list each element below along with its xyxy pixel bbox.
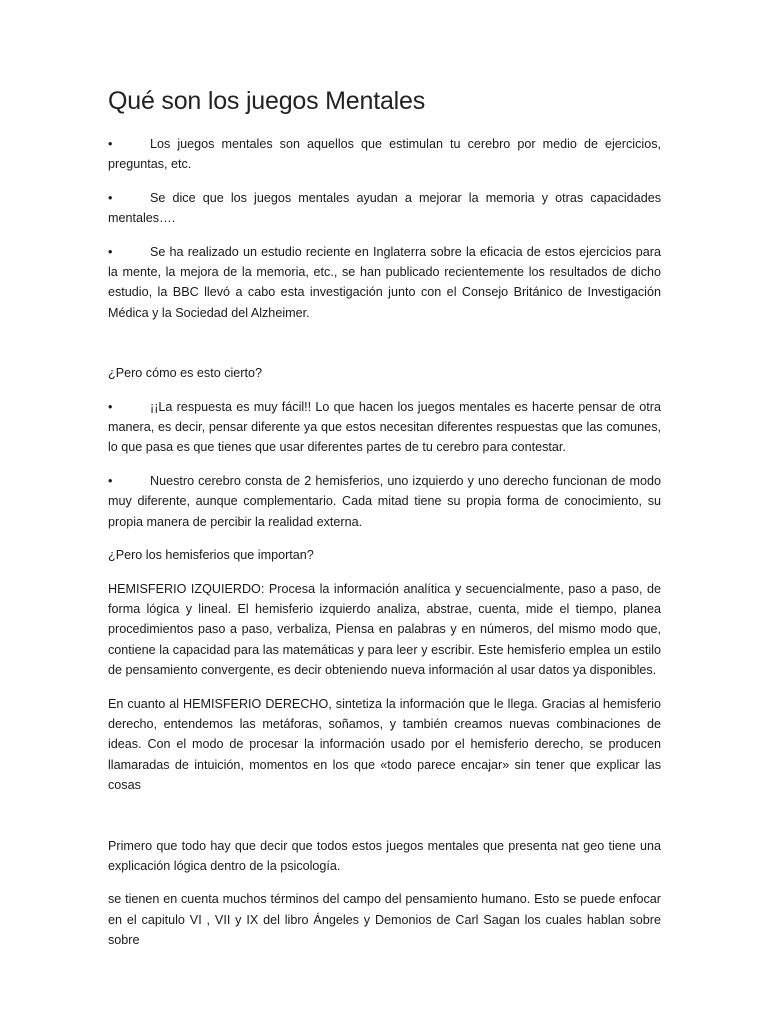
bullet-text: Se dice que los juegos mentales ayudan a mejorar la memoria y otras capacidades mentales…. bbox=[108, 190, 661, 226]
document-page bbox=[108, 86, 661, 964]
right-hemisphere-paragraph: En cuanto al HEMISFERIO DERECHO, sintetiza la información que le llega. Gracias al hemisferio derecho, entendemos las metáforas, soñamos, y también creamos nuevas combinaciones de ideas. Con el modo de procesar la información usado por el hemisferio derecho, se producen llamaradas de intuición, momentos en los que «todo parece encajar» sin tener que explicar las cosas bbox=[108, 696, 661, 793]
bullet-icon: • bbox=[108, 399, 113, 414]
bullet-paragraph bbox=[108, 397, 661, 458]
bullet-icon: • bbox=[108, 244, 113, 259]
question-heading: ¿Pero los hemisferios que importan? bbox=[108, 548, 314, 563]
bullet-icon: • bbox=[108, 473, 113, 488]
bullet-text: Los juegos mentales son aquellos que estimulan tu cerebro por medio de ejercicios, preguntas, etc. bbox=[108, 137, 661, 172]
bullet-icon: • bbox=[108, 190, 113, 205]
spacer bbox=[108, 809, 661, 836]
spacer bbox=[108, 336, 661, 363]
bullet-paragraph bbox=[108, 242, 661, 324]
bullet-paragraph bbox=[108, 188, 661, 229]
bullet-icon: • bbox=[108, 137, 113, 151]
document-title: Qué son los juegos Mentales bbox=[108, 87, 426, 115]
question-heading: ¿Pero cómo es esto cierto? bbox=[108, 366, 262, 381]
left-hemisphere-paragraph: HEMISFERIO IZQUIERDO: Procesa la información analítica y secuencialmente, paso a paso, de forma lógica y lineal. El hemisferio izquierdo analiza, abstrae, cuenta, mide el tiempo, planea procedimientos paso a paso, verbaliza, Piensa en palabras y en números, del mismo modo que, contiene la capacidad para las matemáticas y para leer y escribir. Este hemisferio emplea un estilo de pensamiento convergente, es decir obteniendo nueva información al usar datos ya disponibles. bbox=[108, 581, 661, 678]
bullet-paragraph bbox=[108, 471, 661, 532]
bullet-paragraph bbox=[108, 134, 661, 175]
bullet-text: ¡¡La respuesta es muy fácil!! Lo que hacen los juegos mentales es hacerte pensar de otra manera, es decir, pensar diferente ya que estos necesitan diferentes respuestas que las comunes, lo que pasa es que tienes que usar diferentes partes de tu cerebro para contestar. bbox=[108, 399, 661, 455]
bullet-text: Nuestro cerebro consta de 2 hemisferios, uno izquierdo y uno derecho funcionan de modo muy diferente, aunque complementario. Cada mitad tiene su propia forma de conocimiento, su propia manera de percibir la realidad externa. bbox=[108, 473, 661, 529]
sagan-paragraph: se tienen en cuenta muchos términos del campo del pensamiento humano. Esto se puede enfocar en el capitulo VI , VII y IX del libro Ángeles y Demonios de Carl Sagan los cuales hablan sobre sobre bbox=[108, 892, 661, 948]
natgeo-paragraph: Primero que todo hay que decir que todos estos juegos mentales que presenta nat geo tiene una explicación lógica dentro de la psicología. bbox=[108, 838, 661, 873]
bullet-text: Se ha realizado un estudio reciente en Inglaterra sobre la eficacia de estos ejercicios para la mente, la mejora de la memoria, etc., se han publicado recientemente los resultados de dicho estudio, la BBC llevó a cabo esta investigación junto con el Consejo Británico de Investigación Médica y la Sociedad del Alzheimer. bbox=[108, 244, 661, 320]
